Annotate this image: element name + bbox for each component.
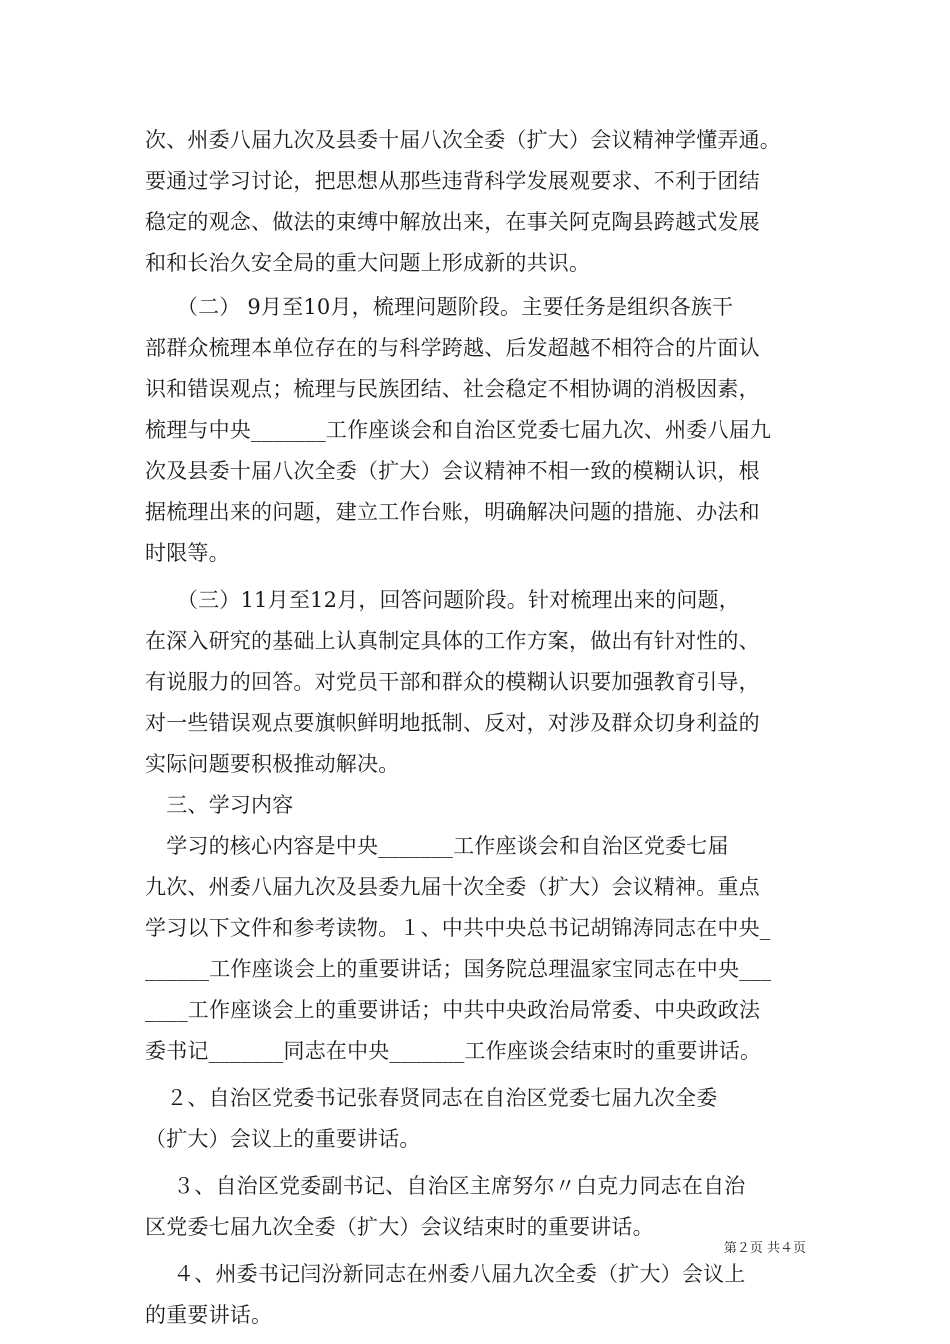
text-line: 学习以下文件和参考读物。１、中共中央总书记胡锦涛同志在中央_ <box>145 916 771 940</box>
text-line: 次、州委八届九次及县委十届八次全委（扩大）会议精神学懂弄通。 <box>145 128 781 152</box>
text-line: ______工作座谈会上的重要讲话；国务院总理温家宝同志在中央___ <box>145 957 772 981</box>
text-line: 稳定的观念、做法的束缚中解放出来，在事关阿克陶县跨越式发展 <box>145 210 760 234</box>
text-line: ____工作座谈会上的重要讲话；中共中央政治局常委、中央政政法 <box>145 998 761 1022</box>
text-line: 有说服力的回答。对党员干部和群众的模糊认识要加强教育引导， <box>145 670 760 694</box>
text-line: （二） 9月至10月，梳理问题阶段。主要任务是组织各族干 <box>145 295 734 319</box>
text-line: （扩大）会议上的重要讲话。 <box>145 1127 421 1151</box>
text-line: 时限等。 <box>145 541 230 565</box>
text-line: 委书记_______同志在中央_______工作座谈会结束时的重要讲话。 <box>145 1039 762 1063</box>
text-line: 九次、州委八届九次及县委九届十次全委（扩大）会议精神。重点 <box>145 875 760 899</box>
text-line: 实际问题要积极推动解决。 <box>145 752 400 776</box>
text-line: 和和长治久安全局的重大问题上形成新的共识。 <box>145 251 591 275</box>
text-line: ２、自治区党委书记张春贤同志在自治区党委七届九次全委 <box>145 1086 718 1110</box>
text-line: 梳理与中央_______工作座谈会和自治区党委七届九次、州委八届九 <box>145 418 772 442</box>
text-line: 的重要讲话。 <box>145 1303 273 1327</box>
text-line: 据梳理出来的问题，建立工作台账，明确解决问题的措施、办法和 <box>145 500 760 524</box>
text-line: 要通过学习讨论，把思想从那些违背科学发展观要求、不利于团结 <box>145 169 760 193</box>
text-line: 区党委七届九次全委（扩大）会议结束时的重要讲话。 <box>145 1215 654 1239</box>
text-line: ３、自治区党委副书记、自治区主席努尔〃白克力同志在自治 <box>145 1174 746 1198</box>
section-heading: 三、学习内容 <box>145 793 294 817</box>
text-line: （三）11月至12月，回答问题阶段。针对梳理出来的问题， <box>145 588 740 612</box>
text-line: 在深入研究的基础上认真制定具体的工作方案，做出有针对性的、 <box>145 629 760 653</box>
text-line: 部群众梳理本单位存在的与科学跨越、后发超越不相符合的片面认 <box>145 336 760 360</box>
text-line: ４、州委书记闫汾新同志在州委八届九次全委（扩大）会议上 <box>145 1262 746 1286</box>
text-line: 次及县委十届八次全委（扩大）会议精神不相一致的模糊认识，根 <box>145 459 760 483</box>
text-line: 学习的核心内容是中央_______工作座谈会和自治区党委七届 <box>145 834 729 858</box>
text-line: 识和错误观点；梳理与民族团结、社会稳定不相协调的消极因素， <box>145 377 760 401</box>
text-line: 对一些错误观点要旗帜鲜明地抵制、反对，对涉及群众切身利益的 <box>145 711 760 735</box>
page-number: 第２页 共４页 <box>723 1241 806 1256</box>
document-body <box>145 120 810 1336</box>
